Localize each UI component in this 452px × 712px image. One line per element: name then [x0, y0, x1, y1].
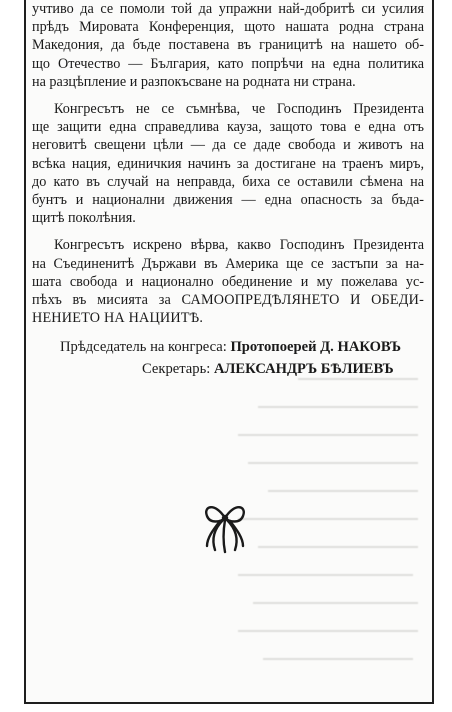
chair-name: Протопоерей Д. НАКОВЪ	[230, 339, 402, 355]
text-line: пѣхъ въ мисията за САМООПРЕДѢЛЯНЕТО И ОБЕДИ-	[32, 292, 424, 309]
text-line: на разцѣпление и разпокъсване на родната ни страна.	[32, 73, 356, 90]
paragraph-1	[32, 0, 424, 91]
chair-signature-line	[60, 339, 401, 356]
secretary-signature-line	[142, 361, 394, 378]
text-line: бунтъ и национални движения — една опасность за бъда-	[32, 192, 424, 209]
text-line: на Съединенитѣ Държави въ Америка ще се застъпи за на-	[32, 255, 424, 272]
decorative-bow-ornament-icon	[201, 488, 249, 554]
text-line: учтиво да се помоли той да упражни най-добритѣ си усилия	[32, 1, 424, 17]
text-line: ще защити една справедлива кауза, защото това е една отъ	[32, 119, 424, 136]
text-line: всѣка нация, единичкия начинъ за достигане на траенъ миръ,	[32, 155, 424, 172]
text-line: до като въ случай на неправда, биха се оставили сѣмена на	[32, 173, 424, 190]
text-line: НЕНИЕТО НА НАЦИИТѢ.	[32, 310, 204, 327]
text-line: що Отечество — България, като попрѣчи на една политика	[32, 55, 424, 72]
document-body	[32, 0, 424, 327]
text-line: прѣдъ Мировата Конференция, щото нашата родна страна	[32, 19, 424, 36]
text-line: Конгресътъ искрено вѣрва, каквo Господинъ Президента	[54, 237, 424, 254]
text-line: щитѣ поколѣния.	[32, 210, 136, 227]
paragraph-3	[32, 236, 424, 327]
chair-label: Прѣдседатель на конгреса:	[60, 339, 227, 355]
text-line: Конгресътъ не се съмнѣва, че Господинъ Президента	[54, 101, 424, 118]
secretary-name: АЛЕКСАНДРЪ БѢЛИЕВЪ	[213, 361, 394, 377]
text-line: неговитѣ свещени цѣли — да се даде свобода и животъ на	[32, 137, 424, 154]
text-line: шата свобода и национално обединение и му пожелава ус-	[32, 273, 424, 290]
secretary-label: Секретарь:	[142, 361, 211, 377]
text-line: Македония, да бъде поставена въ границитѣ на нашето об-	[32, 37, 424, 54]
paragraph-2	[32, 100, 424, 227]
